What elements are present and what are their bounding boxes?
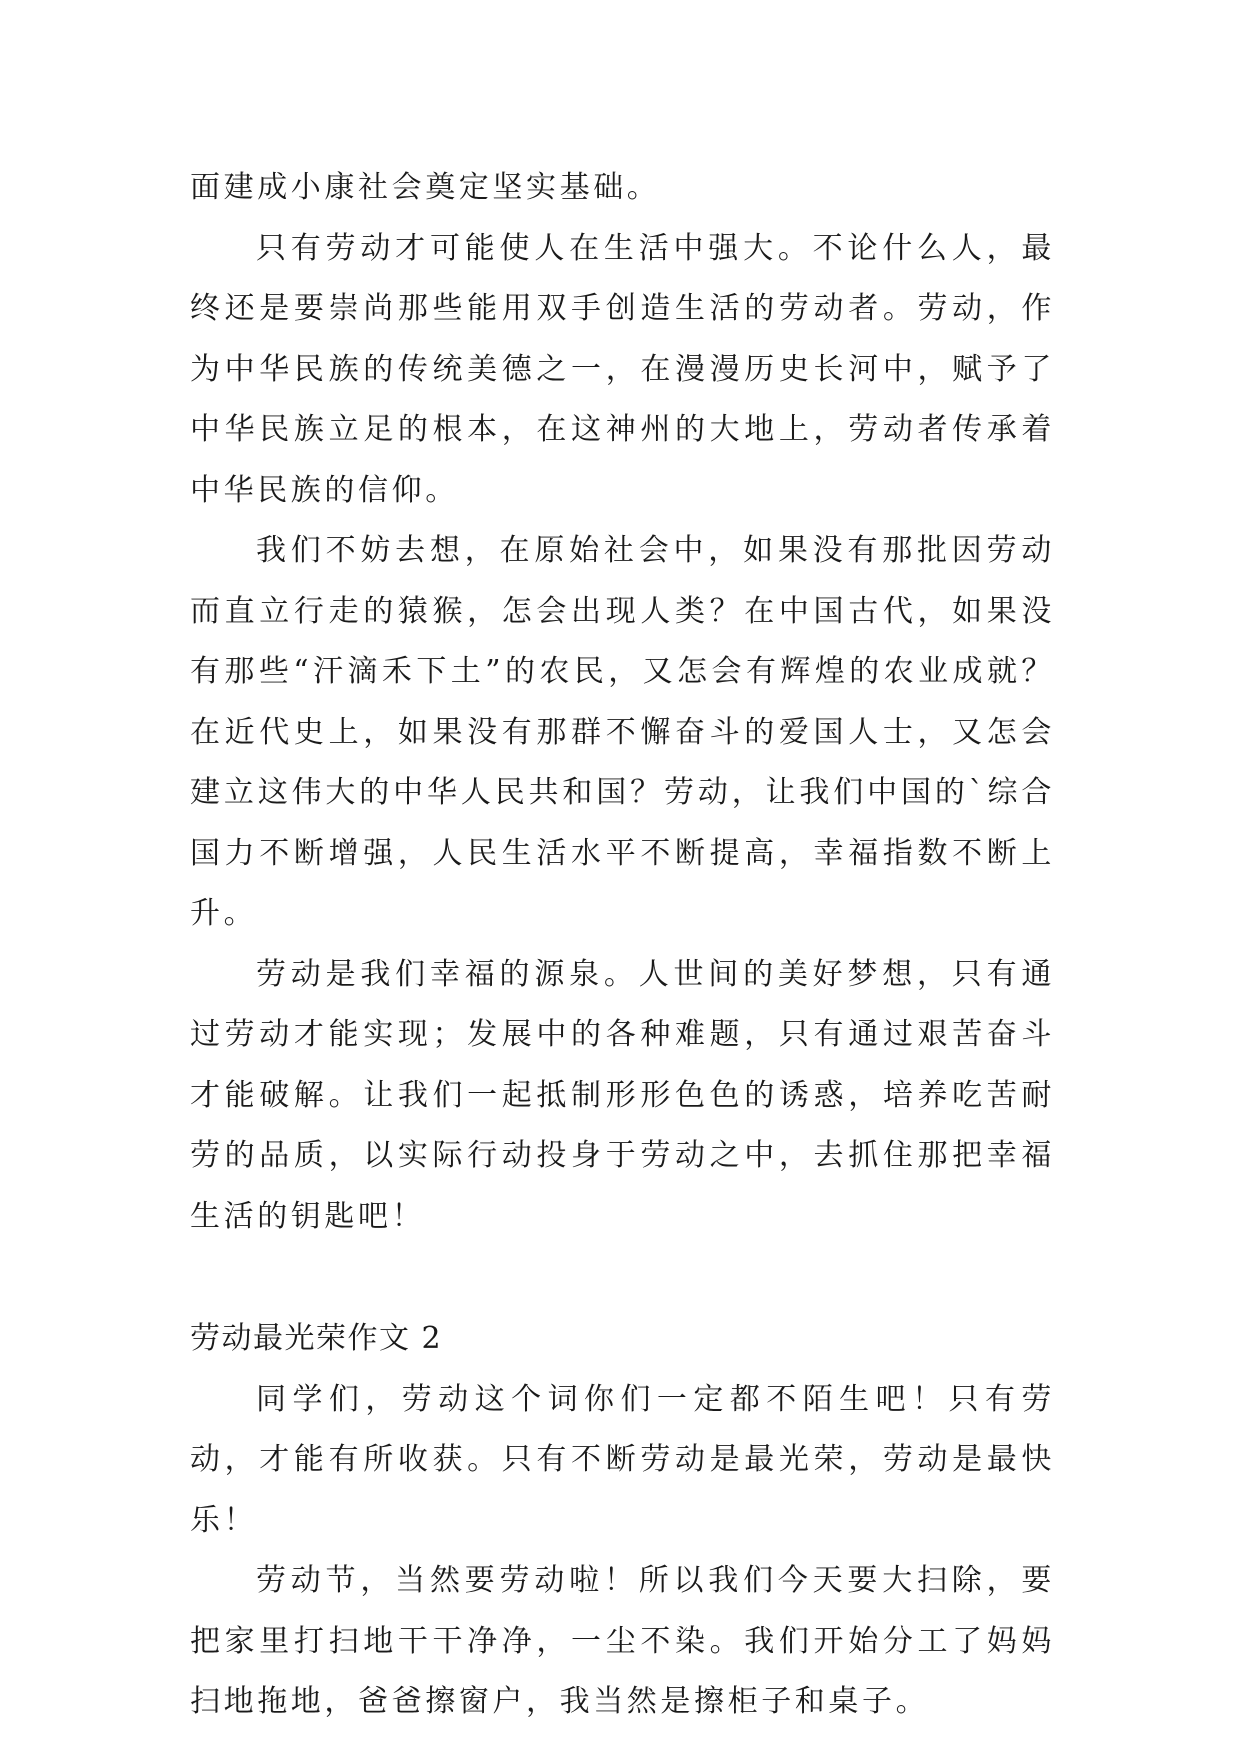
document-body [190,158,1055,1733]
paragraph: 劳动节，当然要劳动啦！所以我们今天要大扫除，要把家里打扫地干干净净，一尘不染。我们开始分工了妈妈扫地拖地，爸爸擦窗户，我当然是擦柜子和桌子。 [190,1563,1055,1719]
paragraph: 只有劳动才可能使人在生活中强大。不论什么人，最终还是要崇尚那些能用双手创造生活的劳动者。劳动，作为中华民族的传统美德之一，在漫漫历史长河中，赋予了中华民族立足的根本，在这神州的大地上，劳动者传承着中华民族的信仰。 [190,230,1055,508]
paragraph: 我们不妨去想，在原始社会中，如果没有那批因劳动而直立行走的猿猴，怎会出现人类？在中国古代，如果没有那些“汗滴禾下土”的农民，又怎会有辉煌的农业成就？在近代史上，如果没有那群不懈奋斗的爱国人士，又怎会建立这伟大的中华人民共和国？劳动，让我们中国的`综合国力不断增强，人民生活水平不断提高，幸福指数不断上升。 [190,533,1055,931]
paragraph: 劳动是我们幸福的源泉。人世间的美好梦想，只有通过劳动才能实现；发展中的各种难题，只有通过艰苦奋斗才能破解。让我们一起抵制形形色色的诱惑，培养吃苦耐劳的品质，以实际行动投身于劳动之中，去抓住那把幸福生活的钥匙吧！ [190,956,1055,1234]
paragraph: 同学们，劳动这个词你们一定都不陌生吧！只有劳动，才能有所收获。只有不断劳动是最光荣，劳动是最快乐！ [190,1381,1055,1538]
paragraph-continuation: 面建成小康社会奠定坚实基础。 [190,170,661,205]
section-heading: 劳动最光荣作文 2 [190,1321,443,1356]
